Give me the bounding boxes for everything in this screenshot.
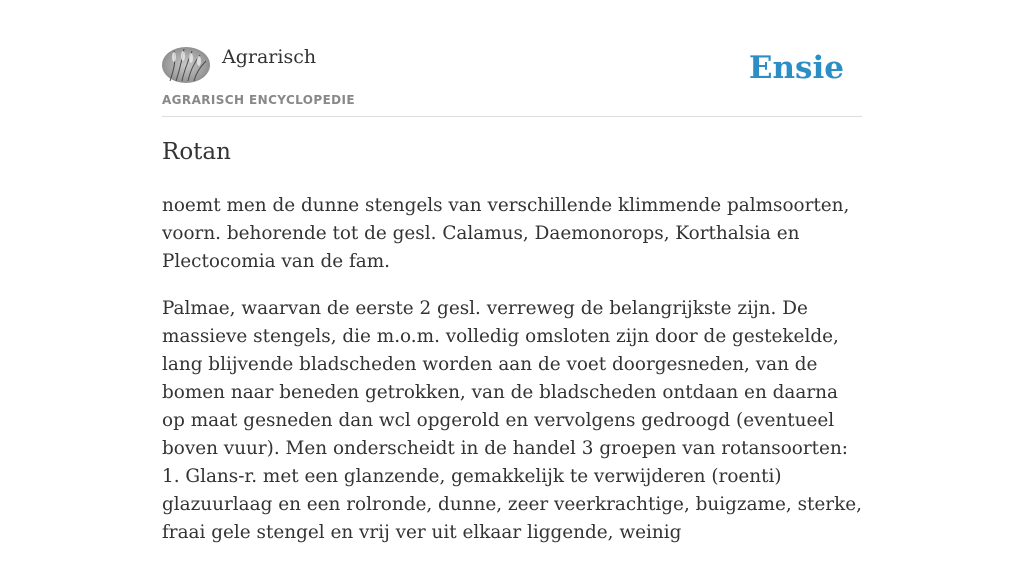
site-subtitle: AGRARISCH ENCYCLOPEDIE: [162, 93, 355, 107]
site-header: [162, 40, 862, 117]
article-body: [162, 192, 862, 566]
article-paragraph: Palmae, waarvan de eerste 2 gesl. verreweg de belangrijkste zijn. De massieve stengels, die m.o.m. volledig omsloten zijn door de gestekelde, lang blijvende bladscheden worden aan de voet doorgesneden, van de bomen naar beneden getrokken, van de bladscheden ontdaan en daarna op maat gesneden dan wcl opgerold en vervolgens gedroogd (eventueel boven vuur). Men onderscheidt in de handel 3 groepen van rotansoorten: 1. Glans-r. met een glanzende, gemakkelijk te verwijderen (roenti) glazuurlaag en een rolronde, dunne, zeer veerkrachtige, buigzame, sterke, fraai gele stengel en vrij ver uit elkaar liggende, weinig: [162, 298, 862, 543]
article-paragraph: noemt men de dunne stengels van verschillende klimmende palmsoorten, voorn. behorende tot de gesl. Calamus, Daemonorops, Korthalsia en Plectocomia van de fam.: [162, 195, 850, 272]
wheat-logo-icon[interactable]: [162, 47, 210, 83]
page-title: Rotan: [162, 139, 231, 165]
brand-logo[interactable]: Ensie: [748, 50, 844, 86]
site-name[interactable]: Agrarisch: [222, 46, 317, 68]
